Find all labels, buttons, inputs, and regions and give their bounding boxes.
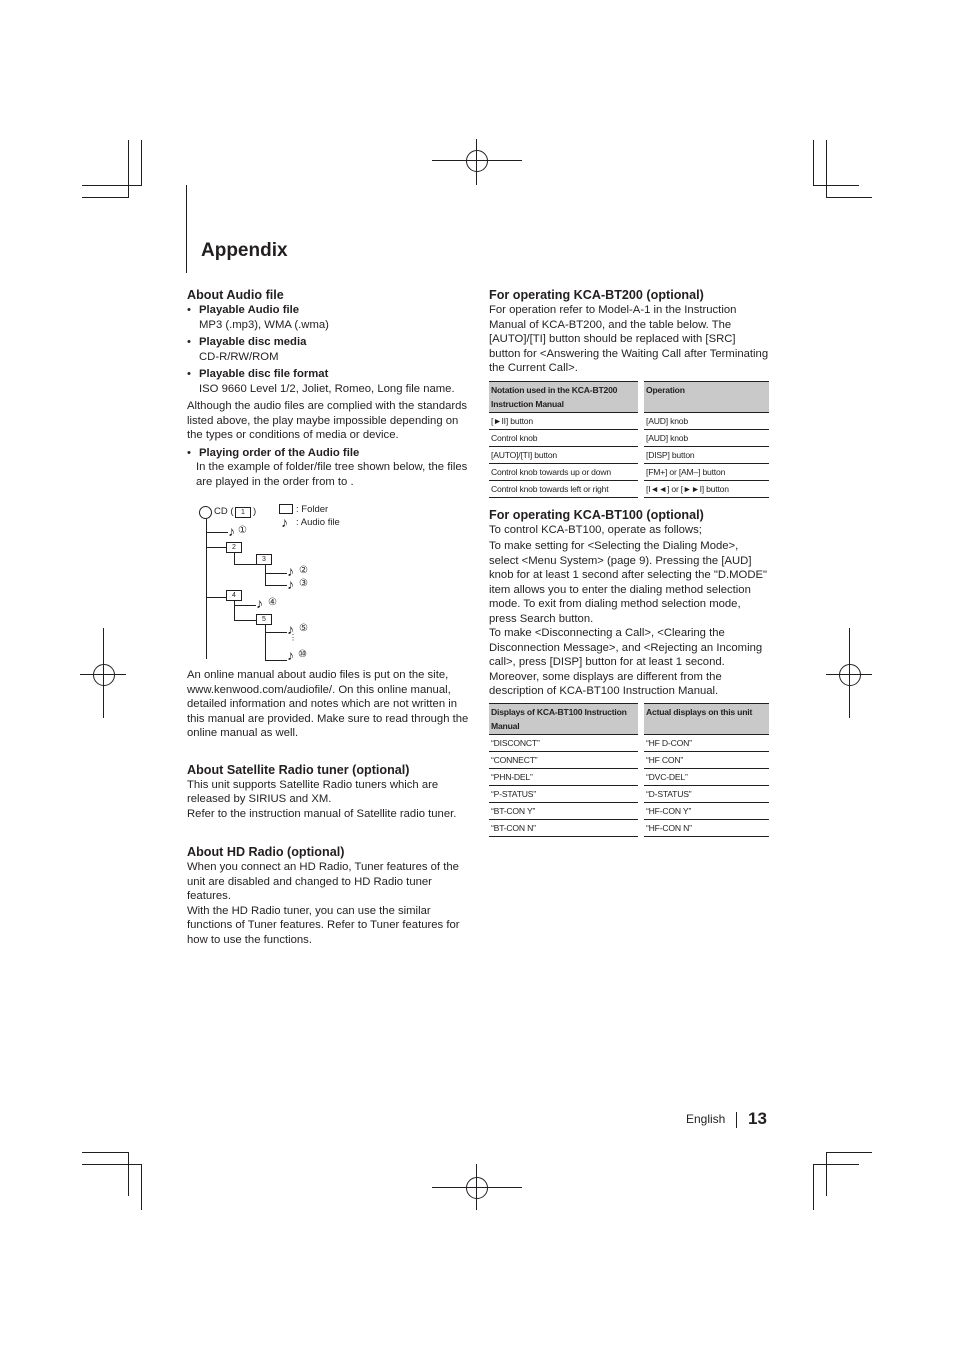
tree-branch bbox=[265, 585, 287, 586]
folder-icon: 2 bbox=[226, 542, 242, 553]
table-row bbox=[489, 480, 769, 497]
online-post: . On this online manual, detailed information and notes which are not written in this manual are provided. Make sure to read through the online manual as well. bbox=[187, 683, 469, 739]
folder-icon: 1 bbox=[235, 507, 251, 518]
tree-branch bbox=[234, 605, 256, 606]
footer-divider bbox=[736, 1112, 737, 1128]
audio-item-desc: ISO 9660 Level 1/2, Joliet, Romeo, Long file name. bbox=[199, 382, 455, 395]
tree-branch bbox=[206, 597, 226, 598]
table-row bbox=[489, 768, 769, 785]
bt200-text: For operation refer to Model-A-1 in the Instruction Manual of KCA-BT200, and the table below. The [AUTO]/[TI] button should be replaced with [SRC] button for <Answering the Waiting Call after Terminating the Current Call>. bbox=[489, 304, 769, 374]
legend-file: : Audio file bbox=[296, 517, 340, 528]
bt100-heading: For operating KCA-BT100 (optional) bbox=[489, 507, 704, 522]
file-number: ③ bbox=[299, 578, 308, 589]
playing-order-desc: In the example of folder/file tree shown below, the files are played in the order from to . bbox=[196, 461, 468, 488]
satellite-text: This unit supports Satellite Radio tuners which are released by SIRIUS and XM. bbox=[187, 778, 439, 805]
hd-text: With the HD Radio tuner, you can use the similar functions of Tuner features. Refer to Tuner features for how to use the functions. bbox=[187, 904, 460, 946]
table-cell: [►II] button bbox=[489, 412, 638, 429]
table-cell: “D-STATUS” bbox=[644, 785, 769, 802]
audio-file-icon: ♪ bbox=[287, 576, 294, 592]
tree-trunk bbox=[206, 519, 207, 659]
audio-item-title: Playable Audio file bbox=[199, 304, 300, 316]
table-cell: “HF CON” bbox=[644, 751, 769, 768]
table-row bbox=[489, 785, 769, 802]
table-header-row bbox=[489, 703, 769, 734]
table-header: Operation bbox=[644, 381, 769, 412]
page-title: Appendix bbox=[201, 240, 288, 261]
tree-branch bbox=[265, 660, 287, 661]
audio-item: • Playable disc media CD-R/RW/ROM bbox=[187, 335, 469, 364]
cd-label: CD ( bbox=[214, 506, 234, 517]
hd-heading: About HD Radio (optional) bbox=[187, 845, 345, 859]
online-manual-link[interactable]: www.kenwood.com/audiofile/ bbox=[187, 683, 333, 696]
table-cell: “CONNECT” bbox=[489, 751, 638, 768]
legend-file-icon: ♪ bbox=[281, 514, 288, 530]
title-rule bbox=[186, 185, 187, 273]
table-cell: “DISCONCT” bbox=[489, 734, 638, 751]
table-row bbox=[489, 463, 769, 480]
playing-order: • Playing order of the Audio file In the example of folder/file tree shown below, the files are played in the order from to . bbox=[187, 446, 468, 488]
tree-branch bbox=[265, 565, 266, 585]
bt200-heading: For operating KCA-BT200 (optional) bbox=[489, 288, 704, 302]
bt200-table bbox=[489, 381, 769, 498]
playing-order-title: Playing order of the Audio file bbox=[199, 446, 360, 459]
file-number: ④ bbox=[268, 597, 277, 608]
table-cell: “DVC-DEL” bbox=[644, 768, 769, 785]
audio-file-icon: ♪ bbox=[228, 523, 235, 539]
audio-file-icon: ♪ bbox=[287, 563, 294, 579]
left-column-lower bbox=[187, 668, 469, 947]
audio-item-title: Playable disc media bbox=[199, 336, 307, 348]
bt100-text: Moreover, some displays are different from the description of KCA-BT100 Instruction Manual. bbox=[489, 670, 722, 697]
hd-text: When you connect an HD Radio, Tuner features of the unit are disabled and changed to HD Radio tuner features. bbox=[187, 861, 459, 902]
tree-branch bbox=[206, 532, 228, 533]
table-cell: “HF-CON N” bbox=[644, 819, 769, 836]
audio-note: Although the audio files are complied with the standards listed above, the play maybe impossible depending on the types or conditions of media or device. bbox=[187, 400, 468, 441]
table-header: Actual displays on this unit bbox=[644, 703, 769, 734]
table-header-row bbox=[489, 381, 769, 412]
online-pre: An online manual about audio files is put on the site, bbox=[187, 669, 449, 681]
table-row bbox=[489, 819, 769, 836]
tree-branch bbox=[265, 573, 287, 574]
table-cell: “HF-CON Y” bbox=[644, 802, 769, 819]
table-cell: “P-STATUS” bbox=[489, 785, 638, 802]
satellite-text: Refer to the instruction manual of Satellite radio tuner. bbox=[187, 807, 457, 820]
online-manual-text bbox=[187, 668, 469, 741]
audio-item: • Playable disc file format ISO 9660 Level 1/2, Joliet, Romeo, Long file name. bbox=[187, 367, 469, 396]
table-header: Displays of KCA-BT100 Instruction Manual bbox=[489, 703, 638, 734]
table-row bbox=[489, 446, 769, 463]
audio-file-icon: ♪ bbox=[287, 621, 294, 637]
audio-item-desc: MP3 (.mp3), WMA (.wma) bbox=[199, 318, 329, 331]
table-cell: “BT-CON Y” bbox=[489, 802, 638, 819]
table-cell: [FM+] or [AM–] button bbox=[644, 463, 769, 480]
table-cell: “HF D-CON” bbox=[644, 734, 769, 751]
bt100-text: To make setting for <Selecting the Dialing Mode>, select <Menu System> (page 9). Pressing the [AUD] knob for at least 1 second after selecting the "D.MODE" item allows you to enter the dialing method selection mode. To exit from dialing method selection mode, press Search button. bbox=[489, 540, 768, 625]
table-header: Notation used in the KCA-BT200 Instruction Manual bbox=[489, 381, 638, 412]
audio-file-icon: ♪ bbox=[256, 595, 263, 611]
table-cell: [AUD] knob bbox=[644, 412, 769, 429]
table-row bbox=[489, 734, 769, 751]
table-cell: “PHN-DEL” bbox=[489, 768, 638, 785]
tree-branch bbox=[234, 564, 256, 565]
folder-icon: 5 bbox=[256, 614, 272, 625]
satellite-heading: About Satellite Radio tuner (optional) bbox=[187, 762, 410, 777]
table-cell: Control knob towards left or right bbox=[489, 480, 638, 497]
audio-file-icon: ♪ bbox=[287, 647, 294, 663]
table-cell: [AUTO]/[TI] button bbox=[489, 446, 638, 463]
table-cell: [DISP] button bbox=[644, 446, 769, 463]
cd-icon bbox=[199, 506, 212, 519]
audio-item: • Playable Audio file MP3 (.mp3), WMA (.wma) bbox=[187, 303, 469, 332]
folder-icon: 3 bbox=[256, 554, 272, 565]
table-cell: Control knob towards up or down bbox=[489, 463, 638, 480]
folder-icon: 4 bbox=[226, 590, 242, 601]
bt100-table bbox=[489, 703, 769, 837]
cd-label-close: ) bbox=[253, 506, 257, 517]
file-number: ② bbox=[299, 565, 308, 576]
tree-branch bbox=[234, 620, 256, 621]
footer-language: English bbox=[686, 1112, 726, 1126]
legend-folder-icon bbox=[279, 504, 293, 514]
table-cell: “BT-CON N” bbox=[489, 819, 638, 836]
bt100-intro: To control KCA-BT100, operate as follows; bbox=[489, 523, 702, 536]
audio-item-desc: CD-R/RW/ROM bbox=[199, 350, 279, 363]
table-row bbox=[489, 751, 769, 768]
audio-heading: About Audio file bbox=[187, 288, 284, 302]
table-cell: [I◄◄] or [►►I] button bbox=[644, 480, 769, 497]
right-column bbox=[489, 288, 769, 837]
bt100-text: To make <Disconnecting a Call>, <Clearing the Disconnection Message>, and <Rejecting an Incoming call>, press [DISP] button for at least 1 second. bbox=[489, 627, 763, 668]
left-column bbox=[187, 288, 469, 489]
ellipsis-icon: ⋮ bbox=[289, 633, 297, 642]
page-number: 13 bbox=[748, 1109, 767, 1128]
table-row bbox=[489, 802, 769, 819]
tree-branch bbox=[265, 632, 287, 633]
tree-branch bbox=[206, 547, 226, 548]
tree-branch bbox=[265, 625, 266, 661]
legend-folder: : Folder bbox=[296, 504, 329, 515]
table-cell: Control knob bbox=[489, 429, 638, 446]
audio-item-title: Playable disc file format bbox=[199, 368, 329, 380]
table-row bbox=[489, 412, 769, 429]
file-number: ⑤ bbox=[299, 623, 308, 634]
tree-branch bbox=[234, 601, 235, 621]
table-row bbox=[489, 429, 769, 446]
file-number: ⑩ bbox=[298, 649, 307, 660]
table-cell: [AUD] knob bbox=[644, 429, 769, 446]
file-number: ① bbox=[238, 525, 247, 536]
